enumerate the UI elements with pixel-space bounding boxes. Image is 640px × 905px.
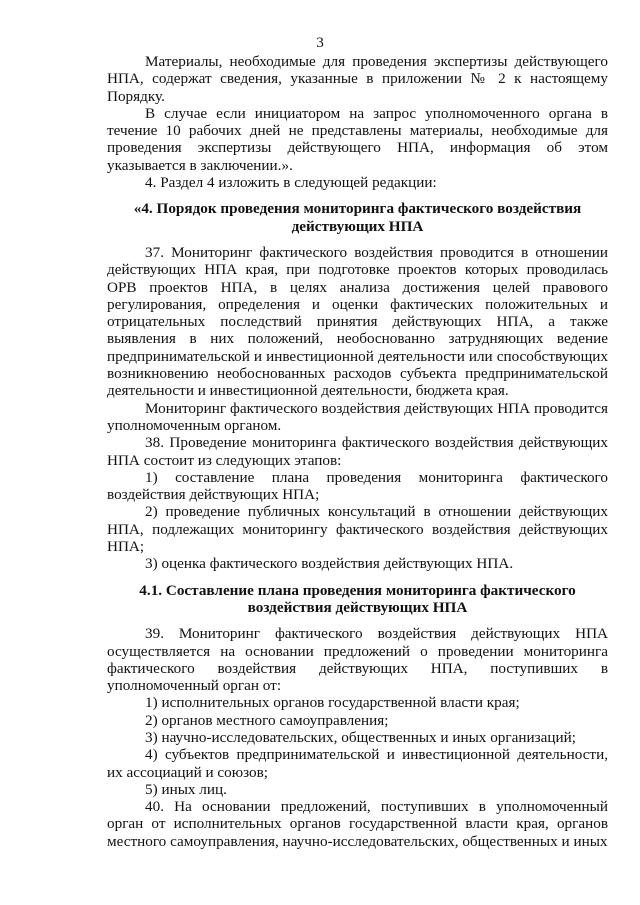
page-number: 3 [316, 34, 324, 51]
list-item: 1) составление плана проведения мониторинга фактического воздействия действующих НПА; [107, 468, 608, 504]
paragraph: Мониторинг фактического воздействия действующих НПА проводится уполномоченным органом. [107, 399, 608, 434]
document-body [107, 53, 608, 850]
list-item: 4) субъектов предпринимательской и инвестиционной деятельности, их ассоциаций и союзов; [107, 746, 608, 781]
paragraph: 38. Проведение мониторинга фактического воздействия действующих НПА состоит из следующих этапов: [107, 434, 608, 469]
paragraph: В случае если инициатором на запрос уполномоченного органа в течение 10 рабочих дней не представлены материалы, необходимые для проведения экспертизы действующего НПА, информация об этом указывается в заключении.». [107, 104, 608, 174]
list-item: 3) научно-исследовательских, общественных и иных организаций; [145, 728, 576, 746]
section-heading: «4. Порядок проведения мониторинга фактического воздействия действующих НПА [133, 200, 582, 235]
subsection-heading: 4.1. Составление плана проведения мониторинга фактического воздействия действующих НПА [139, 581, 576, 616]
list-item: 5) иных лиц. [145, 780, 227, 798]
list-item: 2) проведение публичных консультаций в отношении действующих НПА, подлежащих мониторингу фактического воздействия действующих НПА; [107, 503, 608, 556]
paragraph: 4. Раздел 4 изложить в следующей редакции: [145, 174, 437, 192]
paragraph: Материалы, необходимые для проведения экспертизы действующего НПА, содержат сведения, указанные в приложении № 2 к настоящему Порядку. [107, 53, 608, 105]
paragraph: 39. Мониторинг фактического воздействия действующих НПА осуществляется на основании предложений о проведении мониторинга фактического воздействия действующих НПА, поступивших в уполномоченный орган от: [107, 625, 608, 695]
list-item: 2) органов местного самоуправления; [145, 711, 389, 729]
list-item: 1) исполнительных органов государственной власти края; [145, 694, 520, 712]
paragraph: 40. На основании предложений, поступивших в уполномоченный орган от исполнительных органов государственной власти края, органов местного самоуправления, научно-исследовательских, общественных и иных [107, 798, 608, 850]
list-item: 3) оценка фактического воздействия действующих НПА. [145, 555, 514, 573]
paragraph: 37. Мониторинг фактического воздействия проводится в отношении действующих НПА края, при подготовке проектов которых проводилась ОРВ проектов НПА, в целях анализа достижения целей правового регулирования, определения и оценки фактических положительных и отрицательных последствий принятия действующих НПА, а также выявления в них положений, необоснованно затрудняющих ведение предпринимательской и инвестиционной деятельности или способствующих возникновению необоснованных расходов субъекта предпринимательской деятельности и инвестиционной деятельности, бюджета края. [107, 243, 608, 400]
